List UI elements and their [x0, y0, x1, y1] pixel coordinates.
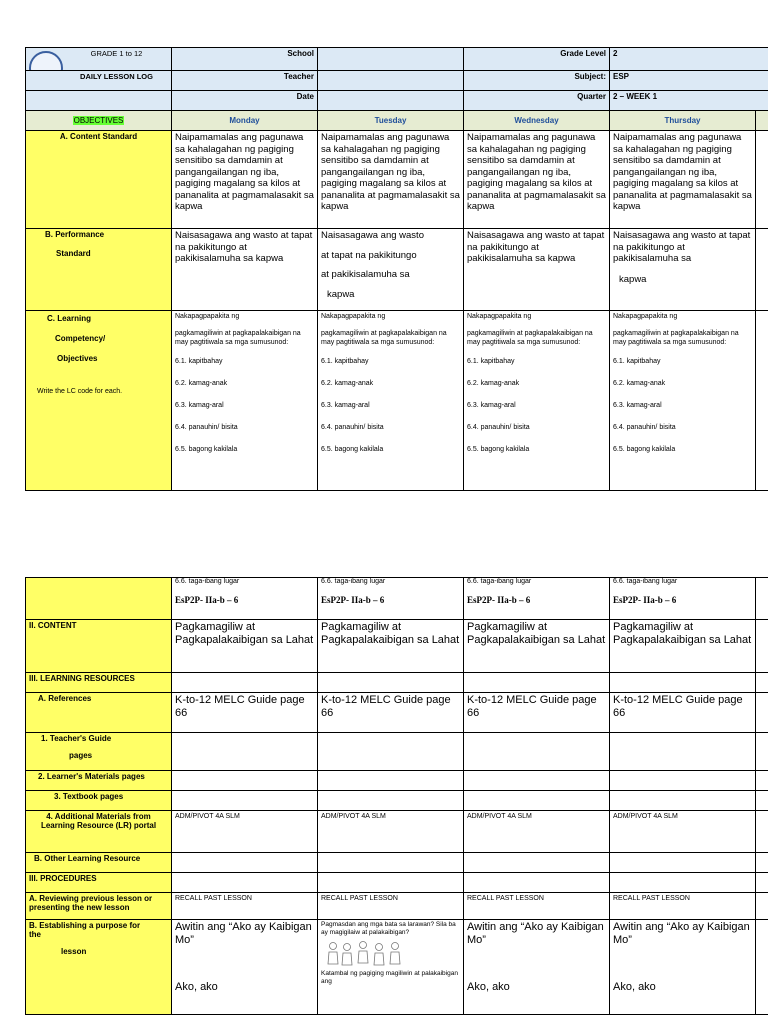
performance-tuesday-line4: kapwa — [327, 288, 355, 300]
lc-item-3: 6.3. kamag-aral — [175, 402, 224, 409]
lc-item-1: 6.1. kapitbahay — [175, 358, 223, 365]
review-monday: RECALL PAST LESSON — [172, 893, 318, 920]
additional-materials-label: 4. Additional Materials from Learning Resource (LR) portal — [26, 811, 172, 853]
day-friday-clipped — [756, 111, 768, 131]
lc-item-6: 6.6. taga-ibang lugar — [175, 578, 240, 585]
lc-item-3: 6.3. kamag-aral — [321, 402, 370, 409]
lc-label-line3: Objectives — [57, 354, 98, 363]
lc-item-2: 6.2. kamag-anak — [321, 380, 374, 387]
school-label: School — [172, 48, 318, 71]
references-thursday: K-to-12 MELC Guide page 66 — [610, 693, 756, 733]
day-wednesday: Wednesday — [464, 111, 610, 131]
purpose-thursday — [610, 920, 756, 1015]
lc-item-4: 6.4. panauhin/ bisita — [175, 424, 238, 431]
lc-wednesday — [464, 311, 610, 491]
teacher-label: Teacher — [172, 71, 318, 91]
log-title: DAILY LESSON LOG — [80, 72, 153, 81]
review-thursday: RECALL PAST LESSON — [610, 893, 756, 920]
tg-label-line1: 1. Teacher's Guide — [41, 734, 112, 743]
lc-item-2: 6.2. kamag-anak — [175, 380, 228, 387]
performance-standard-label — [26, 229, 172, 311]
lc-intro2: pagkamagiliwin at pagkapalakaibigan na may pagtitiwala sa mga sumusunod: — [467, 330, 593, 346]
lc-intro1: Nakapagpapakita ng — [175, 313, 240, 320]
code-wednesday — [464, 578, 610, 620]
content-standard-monday: Naipamamalas ang pagunawa sa kahalagahan ng pagiging sensitibo sa damdamin at pangangailangan ng iba, pagiging magalang sa kilos at pananalita at pagmamalasakit sa kapwa — [172, 131, 318, 229]
lc-thursday — [610, 311, 756, 491]
day-monday: Monday — [172, 111, 318, 131]
purpose-label-line3: lesson — [61, 947, 87, 956]
lc-item-1: 6.1. kapitbahay — [321, 358, 369, 365]
references-friday-clipped — [756, 693, 768, 733]
purpose-monday — [172, 920, 318, 1015]
content-monday: Pagkamagiliw at Pagkapalakaibigan sa Lahat — [172, 620, 318, 673]
content-standard-thursday: Naipamamalas ang pagunawa sa kahalagahan ng pagiging sensitibo sa damdamin at pangangailangan ng iba, pagiging magalang sa kilos at pananalita at pagmamalasakit sa kapwa — [610, 131, 756, 229]
teacher-value[interactable] — [318, 71, 464, 91]
lc-label-line1: C. Learning — [47, 314, 92, 323]
day-thursday: Thursday — [610, 111, 756, 131]
ako-text: Ako, ako — [613, 981, 656, 993]
lc-code: EsP2P- IIa-b – 6 — [321, 595, 385, 605]
lc-item-1: 6.1. kapitbahay — [613, 358, 661, 365]
song-text: Awitin ang “Ako ay Kaibigan Mo” — [175, 921, 312, 946]
lc-item-5: 6.5. bagong kakilala — [613, 446, 676, 453]
lesson-log-table-bottom — [25, 577, 768, 1015]
content-thursday: Pagkamagiliw at Pagkapalakaibigan sa Lahat — [610, 620, 756, 673]
grade-range: GRADE 1 to 12 — [90, 49, 143, 58]
textbook-pages-label: 3. Textbook pages — [26, 791, 172, 811]
purpose-label-line2: the — [29, 930, 41, 939]
grade-level-label: Grade Level — [464, 48, 610, 71]
references-tuesday: K-to-12 MELC Guide page 66 — [318, 693, 464, 733]
lc-monday — [172, 311, 318, 491]
lc-item-5: 6.5. bagong kakilala — [321, 446, 384, 453]
lc-item-4: 6.4. panauhin/ bisita — [467, 424, 530, 431]
subject-value: ESP — [610, 71, 768, 91]
lc-item-1: 6.1. kapitbahay — [467, 358, 515, 365]
code-friday-clipped — [756, 578, 768, 620]
purpose-tuesday — [318, 920, 464, 1015]
lc-item-6: 6.6. taga-ibang lugar — [613, 578, 678, 585]
lc-intro2: pagkamagiliwin at pagkapalakaibigan na may pagtitiwala sa mga sumusunod: — [321, 330, 447, 346]
lc-code: EsP2P- IIa-b – 6 — [613, 595, 677, 605]
lc-item-3: 6.3. kamag-aral — [467, 402, 516, 409]
content-standard-label: A. Content Standard — [26, 131, 172, 229]
day-tuesday: Tuesday — [318, 111, 464, 131]
quarter-label: Quarter — [464, 91, 610, 111]
ako-text: Ako, ako — [467, 981, 510, 993]
header-blank-cell — [26, 91, 172, 111]
review-friday-clipped — [756, 893, 768, 920]
lc-item-3: 6.3. kamag-aral — [613, 402, 662, 409]
ako-text: Ako, ako — [175, 981, 218, 993]
references-wednesday: K-to-12 MELC Guide page 66 — [464, 693, 610, 733]
date-value[interactable] — [318, 91, 464, 111]
lc-intro2: pagkamagiliwin at pagkapalakaibigan na may pagtitiwala sa mga sumusunod: — [613, 330, 739, 346]
lc-code: EsP2P- IIa-b – 6 — [467, 595, 531, 605]
song-text: Awitin ang “Ako ay Kaibigan Mo” — [613, 921, 750, 946]
lc-intro2: pagkamagiliwin at pagkapalakaibigan na may pagtitiwala sa mga sumusunod: — [175, 330, 301, 346]
lesson-log-table-top — [25, 47, 768, 491]
additional-thursday: ADM/PIVOT 4A SLM — [610, 811, 756, 853]
content-standard-wednesday: Naipamamalas ang pagunawa sa kahalagahan ng pagiging sensitibo sa damdamin at pangangailangan ng iba, pagiging magalang sa kilos at pananalita at pagmamalasakit sa kapwa — [464, 131, 610, 229]
code-label-cell — [26, 578, 172, 620]
objectives-highlight: OBJECTIVES — [73, 116, 124, 125]
lc-item-4: 6.4. panauhin/ bisita — [321, 424, 384, 431]
tuesday-purpose-question: Pagmasdan ang mga bata sa larawan? Sila ba ay magigilaiw at palakaibigan? — [321, 921, 456, 936]
procedures-label: III. PROCEDURES — [26, 873, 172, 893]
other-resources-label: B. Other Learning Resource — [26, 853, 172, 873]
teachers-guide-label — [26, 733, 172, 771]
children-illustration-icon — [325, 940, 405, 968]
additional-friday-clipped — [756, 811, 768, 853]
content-label: II. CONTENT — [26, 620, 172, 673]
lc-item-2: 6.2. kamag-anak — [613, 380, 666, 387]
header-grade-cell — [26, 48, 172, 71]
performance-monday: Naisasagawa ang wasto at tapat na pakikitungo at pakikisalamuha sa kapwa — [172, 229, 318, 311]
reviewing-label: A. Reviewing previous lesson or presenting the new lesson — [26, 893, 172, 920]
lc-intro1: Nakapagpapakita ng — [613, 313, 678, 320]
learners-materials-label: 2. Learner's Materials pages — [26, 771, 172, 791]
purpose-friday-clipped — [756, 920, 768, 1015]
performance-tuesday-line2: at tapat na pakikitungo — [321, 249, 417, 261]
performance-wednesday: Naisasagawa ang wasto at tapat na pakikitungo at pakikisalamuha sa kapwa — [464, 229, 610, 311]
lc-friday-clipped — [756, 311, 768, 491]
additional-monday: ADM/PIVOT 4A SLM — [172, 811, 318, 853]
purpose-wednesday — [464, 920, 610, 1015]
review-tuesday: RECALL PAST LESSON — [318, 893, 464, 920]
lc-item-2: 6.2. kamag-anak — [467, 380, 520, 387]
tuesday-purpose-note: Katambal ng pagiging magiliwin at palakaibigan ang — [321, 970, 458, 985]
performance-thursday-line2: kapwa — [619, 273, 647, 285]
objectives-label — [26, 111, 172, 131]
performance-friday-clipped — [756, 229, 768, 311]
code-thursday — [610, 578, 756, 620]
lc-label-line2: Competency/ — [55, 334, 106, 343]
performance-thursday-line1: Naisasagawa ang wasto at tapat na pakikitungo at pakikisalamuha sa — [613, 230, 751, 264]
additional-tuesday: ADM/PIVOT 4A SLM — [318, 811, 464, 853]
content-wednesday: Pagkamagiliw at Pagkapalakaibigan sa Lahat — [464, 620, 610, 673]
performance-tuesday-line1: Naisasagawa ang wasto — [321, 230, 424, 241]
references-label: A. References — [26, 693, 172, 733]
review-wednesday: RECALL PAST LESSON — [464, 893, 610, 920]
lc-note: Write the LC code for each. — [37, 388, 123, 395]
quarter-value: 2 – WEEK 1 — [610, 91, 768, 111]
song-text: Awitin ang “Ako ay Kaibigan Mo” — [467, 921, 604, 946]
code-tuesday — [318, 578, 464, 620]
lc-item-4: 6.4. panauhin/ bisita — [613, 424, 676, 431]
content-tuesday: Pagkamagiliw at Pagkapalakaibigan sa Lahat — [318, 620, 464, 673]
performance-label-line1: B. Performance — [45, 230, 105, 239]
header-title-cell — [26, 71, 172, 91]
school-value[interactable] — [318, 48, 464, 71]
grade-level-value: 2 — [610, 48, 768, 71]
subject-label: Subject: — [464, 71, 610, 91]
tg-label-line2: pages — [69, 751, 93, 760]
performance-tuesday — [318, 229, 464, 311]
lc-item-5: 6.5. bagong kakilala — [467, 446, 530, 453]
purpose-label — [26, 920, 172, 1015]
resources-label: III. LEARNING RESOURCES — [26, 673, 172, 693]
lc-code: EsP2P- IIa-b – 6 — [175, 595, 239, 605]
lc-item-5: 6.5. bagong kakilala — [175, 446, 238, 453]
performance-label-line2: Standard — [56, 249, 91, 258]
lc-intro1: Nakapagpapakita ng — [467, 313, 532, 320]
lc-intro1: Nakapagpapakita ng — [321, 313, 386, 320]
date-label: Date — [172, 91, 318, 111]
content-standard-tuesday: Naipamamalas ang pagunawa sa kahalagahan ng pagiging sensitibo sa damdamin at pangangailangan ng iba, pagiging magalang sa kilos at pananalita at pagmamalasakit sa kapwa — [318, 131, 464, 229]
lc-item-6: 6.6. taga-ibang lugar — [321, 578, 386, 585]
content-standard-friday-clipped — [756, 131, 768, 229]
content-friday-clipped — [756, 620, 768, 673]
references-monday: K-to-12 MELC Guide page 66 — [172, 693, 318, 733]
purpose-label-line1: B. Establishing a purpose for — [29, 921, 141, 930]
learning-competency-label — [26, 311, 172, 491]
code-monday — [172, 578, 318, 620]
performance-tuesday-line3: at pakikisalamuha sa — [321, 269, 410, 280]
lc-tuesday — [318, 311, 464, 491]
additional-wednesday: ADM/PIVOT 4A SLM — [464, 811, 610, 853]
lc-item-6: 6.6. taga-ibang lugar — [467, 578, 532, 585]
performance-thursday — [610, 229, 756, 311]
